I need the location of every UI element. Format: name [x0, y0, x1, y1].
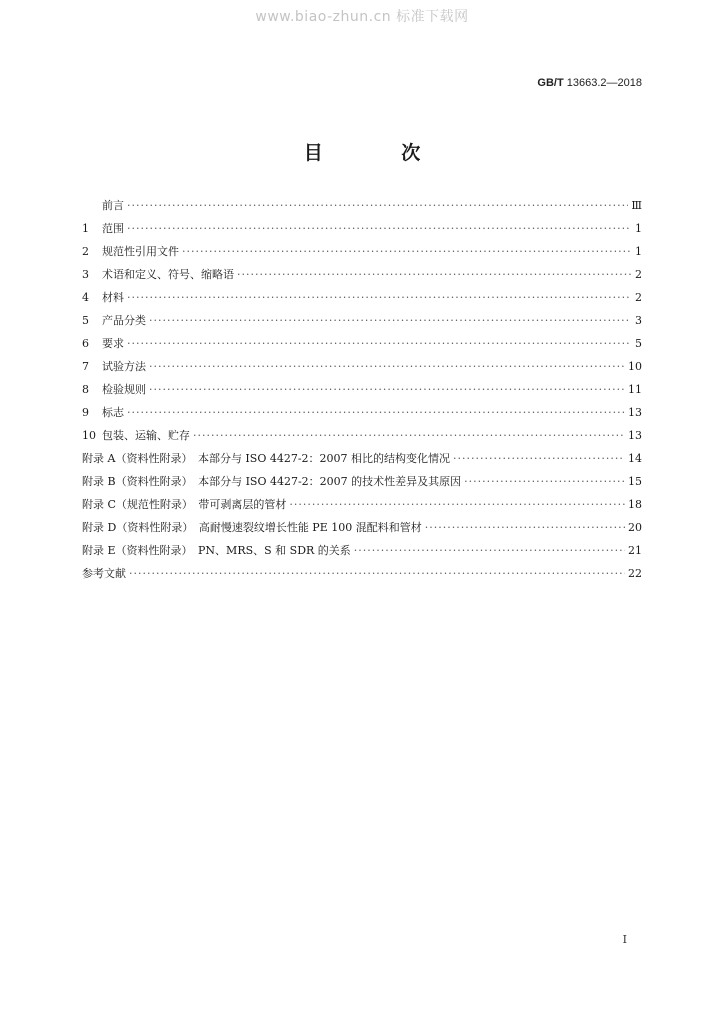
- toc-entry-page: 2: [635, 291, 642, 304]
- toc-entry-label: 产品分类: [102, 314, 146, 327]
- toc-entry-label: 前言: [102, 199, 124, 212]
- toc-leader-dots: [127, 291, 631, 304]
- toc-entry-number: 10: [82, 429, 96, 442]
- toc-leader-dots: [425, 521, 625, 534]
- toc-entry-annex-e[interactable]: [82, 542, 642, 565]
- toc-entry-terms-definitions[interactable]: [82, 266, 642, 289]
- toc-entry-number: 9: [82, 406, 89, 419]
- document-code: [537, 77, 642, 89]
- toc-entry-label: 附录 D（资料性附录） 高耐慢速裂纹增长性能 PE 100 混配料和管材: [82, 521, 422, 534]
- toc-entry-label: 材料: [102, 291, 124, 304]
- toc-entry-test-methods[interactable]: [82, 358, 642, 381]
- document-code-prefix: GB/T: [537, 77, 564, 89]
- toc-entry-page: 18: [628, 498, 642, 511]
- toc-leader-dots: [149, 314, 631, 327]
- toc-entry-page: 10: [628, 360, 642, 373]
- toc-entry-bibliography[interactable]: [82, 565, 642, 588]
- toc-leader-dots: [127, 222, 631, 235]
- toc-leader-dots: [149, 360, 625, 373]
- toc-entry-number: 5: [82, 314, 89, 327]
- toc-leader-dots: [182, 245, 631, 258]
- toc-entry-page: 13: [628, 406, 642, 419]
- toc-entry-label: 包装、运输、贮存: [102, 429, 190, 442]
- toc-entry-packaging[interactable]: [82, 427, 642, 450]
- table-of-contents: [82, 197, 642, 588]
- toc-entry-annex-d[interactable]: [82, 519, 642, 542]
- toc-entry-number: 1: [82, 222, 89, 235]
- toc-entry-classification[interactable]: [82, 312, 642, 335]
- toc-leader-dots: [237, 268, 631, 281]
- toc-leader-dots: [464, 475, 625, 488]
- toc-entry-number: 7: [82, 360, 89, 373]
- toc-entry-page: 20: [628, 521, 642, 534]
- toc-entry-page: 14: [628, 452, 642, 465]
- toc-entry-annex-c[interactable]: [82, 496, 642, 519]
- toc-leader-dots: [193, 429, 625, 442]
- toc-entry-label: 标志: [102, 406, 124, 419]
- toc-entry-label: 范围: [102, 222, 124, 235]
- watermark: www.biao-zhun.cn 标准下载网: [255, 9, 469, 25]
- toc-entry-annex-a[interactable]: [82, 450, 642, 473]
- toc-leader-dots: [127, 406, 625, 419]
- toc-entry-marking[interactable]: [82, 404, 642, 427]
- toc-entry-scope[interactable]: [82, 220, 642, 243]
- toc-entry-page: 13: [628, 429, 642, 442]
- toc-entry-normative-references[interactable]: [82, 243, 642, 266]
- toc-entry-page: 1: [635, 222, 642, 235]
- page-number: I: [622, 933, 627, 946]
- toc-entry-number: 8: [82, 383, 89, 396]
- toc-entry-inspection-rules[interactable]: [82, 381, 642, 404]
- toc-entry-number: 2: [82, 245, 89, 258]
- toc-entry-annex-b[interactable]: [82, 473, 642, 496]
- toc-entry-page: 2: [635, 268, 642, 281]
- toc-entry-page: 22: [628, 567, 642, 580]
- toc-leader-dots: [127, 199, 628, 212]
- toc-entry-label: 参考文献: [82, 567, 126, 580]
- toc-leader-dots: [289, 498, 625, 511]
- toc-leader-dots: [149, 383, 625, 396]
- toc-entry-number: 6: [82, 337, 89, 350]
- toc-entry-requirements[interactable]: [82, 335, 642, 358]
- toc-entry-label: 要求: [102, 337, 124, 350]
- toc-entry-label: 附录 C（规范性附录） 带可剥离层的管材: [82, 498, 287, 511]
- toc-leader-dots: [127, 337, 631, 350]
- toc-entry-label: 检验规则: [102, 383, 146, 396]
- document-code-number: 13663.2—2018: [566, 77, 642, 89]
- toc-entry-label: 附录 A（资料性附录） 本部分与 ISO 4427-2：2007 相比的结构变化情况: [82, 452, 451, 465]
- toc-title: 目 次: [303, 142, 457, 164]
- toc-entry-label: 附录 E（资料性附录） PN、MRS、S 和 SDR 的关系: [82, 544, 351, 557]
- toc-leader-dots: [354, 544, 625, 557]
- toc-entry-page: 11: [628, 383, 642, 396]
- toc-entry-foreword[interactable]: [82, 197, 642, 220]
- toc-leader-dots: [129, 567, 625, 580]
- toc-entry-materials[interactable]: [82, 289, 642, 312]
- toc-leader-dots: [453, 452, 625, 465]
- toc-entry-page: 21: [628, 544, 642, 557]
- toc-entry-page: 1: [635, 245, 642, 258]
- toc-entry-label: 试验方法: [102, 360, 146, 373]
- toc-entry-label: 附录 B（资料性附录） 本部分与 ISO 4427-2：2007 的技术性差异及其原因: [82, 475, 462, 488]
- toc-entry-page: 5: [635, 337, 642, 350]
- toc-entry-page: 15: [628, 475, 642, 488]
- toc-entry-page: Ⅲ: [631, 199, 642, 212]
- toc-entry-page: 3: [635, 314, 642, 327]
- toc-entry-label: 术语和定义、符号、缩略语: [102, 268, 234, 281]
- toc-entry-number: 3: [82, 268, 89, 281]
- toc-entry-label: 规范性引用文件: [102, 245, 179, 258]
- toc-entry-number: 4: [82, 291, 89, 304]
